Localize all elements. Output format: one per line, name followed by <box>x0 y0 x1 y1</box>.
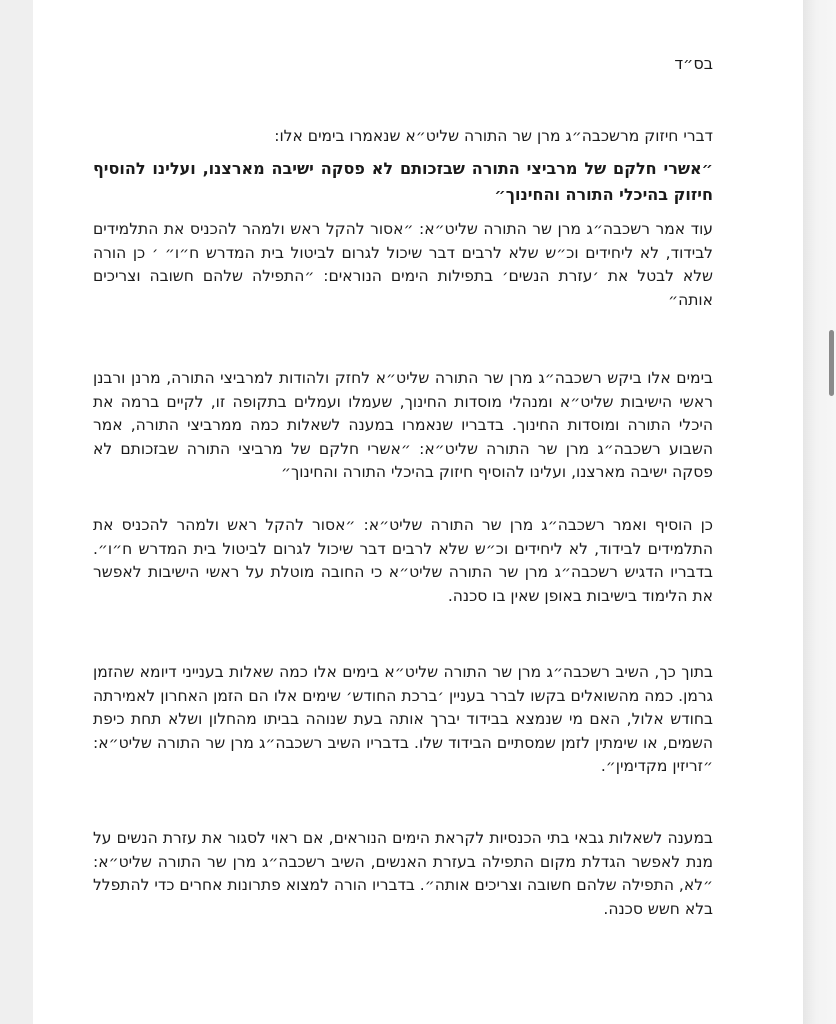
paragraph-3: כן הוסיף ואמר רשכבה״ג מרן שר התורה שליט״א: ״אסור להקל ראש ולמהר להכניס את התלמידים לבידוד, לא ליחידים וכ״ש שלא לרבים דבר שיכול לגרום לביטול בית המדרש ח״ו״. בדבריו הדגיש רשכבה״ג מרן שר התורה שליט״א כי החובה מוטלת על ראשי הישיבות לאפשר את הלימוד בישיבות באופן שאין בו סכנה. <box>93 516 713 605</box>
paragraph-5: במענה לשאלות גבאי בתי הכנסיות לקראת הימים הנוראים, אם ראוי לסגור את עזרת הנשים על מנת לאפשר הגדלת מקום התפילה בעזרת האנשים, השיב רשכבה״ג מרן שר התורה שליט״א: ״לא, התפילה שלהם חשובה וצריכים אותה״. בדבריו הורה למצוא פתרונות אחרים כדי להתפלל בלא חשש סכנה. <box>93 829 713 918</box>
intro-line: דברי חיזוק מרשכבה״ג מרן שר התורה שליט״א שנאמרו בימים אלו: <box>274 127 713 145</box>
paragraph-2: בימים אלו ביקש רשכבה״ג מרן שר התורה שליט״א לחזק ולהודות למרביצי התורה, מרנן ורבנן ראשי הישיבות שליט״א ומנהלי מוסדות החינוך, שעמלו ועמלים בתקופה זו, לקיים ברמה את היכלי התורה ומוסדות החינוך. בדבריו שנאמרו במענה לשאלות כמה ממרביצי התורה, אמר השבוע רשכבה״ג מרן שר התורה שליט״א: ״אשרי חלקם של מרביצי התורה שבזכותם לא פסקה ישיבה מארצנו, ועלינו להוסיף חיזוק בהיכלי התורה והחינוך״ <box>93 369 713 482</box>
header-mark: בס״ד <box>674 54 713 73</box>
paragraph-1: עוד אמר רשכבה״ג מרן שר התורה שליט״א: ״אסור להקל ראש ולמהר להכניס את התלמידים לבידוד, לא ליחידים וכ״ש שלא לרבים דבר שיכול לגרום לביטול בית המדרש ח״ו״ ׳ כן הורה שלא לבטל את ׳עזרת הנשים׳ בתפילות הימים הנוראים: ״התפילה שלהם חשובה וצריכים אותה״ <box>93 220 713 309</box>
paragraph-4: בתוך כך, השיב רשכבה״ג מרן שר התורה שליט״א בימים אלו כמה שאלות בענייני דיומא שהזמן גרמן. כמה מהשואלים בקשו לברר בעניין ׳ברכת החודש׳ שימים אלו הם הזמן האחרון לאמירתה בחודש אלול, האם מי שנמצא בבידוד יברך אותה בעת שנוהה בביתו מהחלון ושלא תחת כיפת השמים, או שימתין לזמן שמסתיים הבידוד שלו. בדבריו השיב רשכבה״ג מרן שר התורה שליט״א: ״זריזין מקדימין״. <box>93 663 713 776</box>
page-edge-shadow <box>803 0 836 1024</box>
scrollbar-thumb[interactable] <box>829 330 834 396</box>
headline-quote: ״אשרי חלקם של מרביצי התורה שבזכותם לא פסקה ישיבה מארצנו, ועלינו להוסיף חיזוק בהיכלי התורה והחינוך״ <box>93 159 713 204</box>
